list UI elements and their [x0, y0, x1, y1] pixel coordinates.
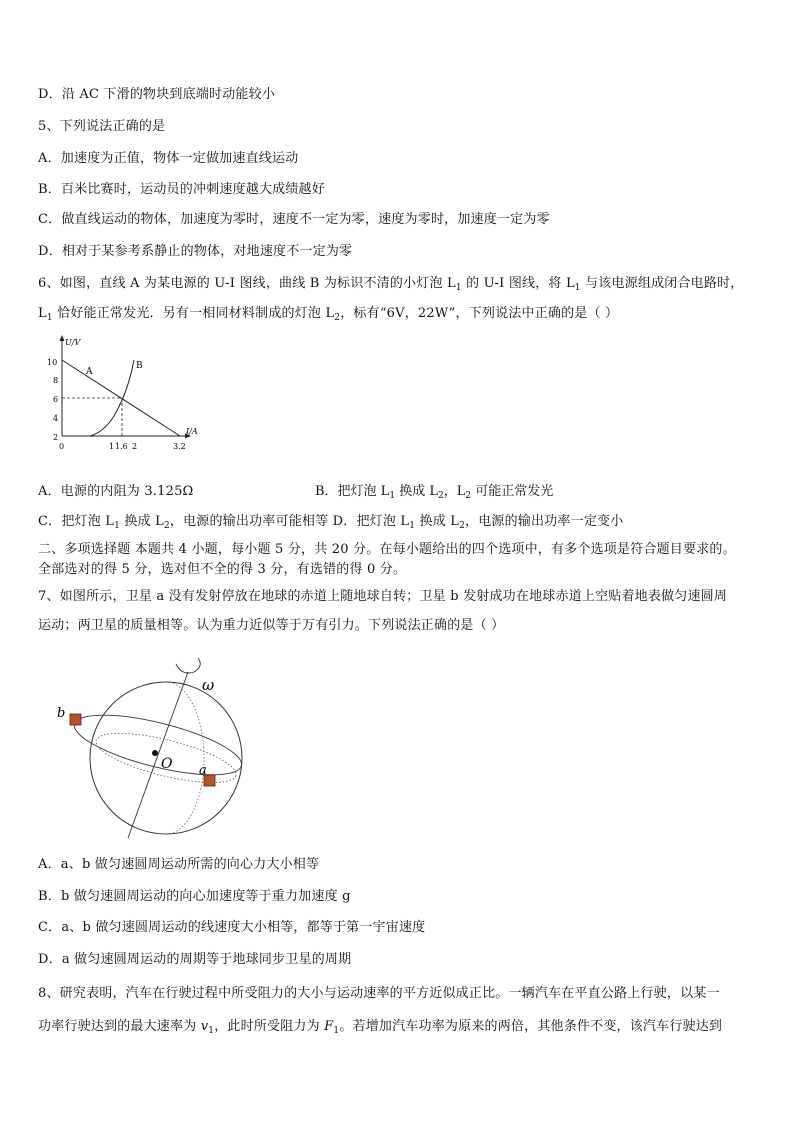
q6-stem-text: 恰好能正常发光．另有一相同材料制成的灯泡 L [52, 306, 335, 321]
q4-option-d: D．沿 AC 下滑的物块到底端时动能较小 [38, 87, 276, 102]
option-text: 可能正常发光 [471, 484, 554, 499]
satellite-b [70, 714, 81, 725]
q8-stem-line-2 [38, 1015, 722, 1036]
x-tick-label: 1.6 [115, 442, 128, 451]
x-tick-label: 2 [132, 442, 138, 451]
x-tick-label: 1 [109, 442, 115, 451]
q5-option-d: D．相对于某参考系静止的物体，对地速度不一定为零 [38, 244, 353, 259]
subscript: 2 [465, 491, 472, 501]
q6-stem-text: ，标有“6V，22W”，下列说法中正确的是（ ） [340, 306, 619, 321]
center-label: O [161, 756, 173, 772]
q6-stem-text: 与该电源组成闭合电路时， [580, 276, 744, 291]
rotation-axis [128, 672, 188, 838]
subscript: 2 [334, 313, 341, 323]
option-text: ，电源的输出功率一定变小 [465, 514, 624, 529]
subscript: 1 [455, 283, 462, 293]
y-tick-label: 8 [53, 376, 59, 385]
q8-text: 功率行驶达到的最大速率为 [38, 1019, 201, 1034]
section-2-line-2: 全部选对的得 5 分，选对但不全的得 3 分，有选错的得 0 分。 [38, 562, 407, 577]
q8-stem-line-1: 8、研究表明，汽车在行驶过程中所受阻力的大小与运动速率的平方近似成正比。一辆汽车在平直公路上行驶，以某一 [38, 986, 720, 1001]
q5-option-c: C．做直线运动的物体，加速度为零时，速度不一定为零，速度为零时，加速度一定为零 [38, 212, 550, 227]
q6-stem-text: L [38, 306, 47, 321]
omega-label: ω [202, 676, 215, 694]
q5-option-a: A．加速度为正值，物体一定做加速直线运动 [38, 151, 299, 166]
x-axis-label: I/A [186, 427, 198, 436]
option-text: 换成 L [415, 514, 460, 529]
satellite-a-label: a [199, 763, 207, 778]
q6-stem-line-2 [38, 302, 618, 323]
q5-stem: 5、下列说法正确的是 [38, 119, 166, 134]
q6-ui-graph [38, 332, 198, 458]
q6-option-b [315, 480, 553, 501]
q7-option-a: A．a、b 做匀速圆周运动所需的向心力大小相等 [38, 857, 320, 872]
q6-option-a: A．电源的内阻为 3.125Ω [38, 484, 194, 499]
y-axis-label: U/V [65, 338, 81, 347]
subscript: 1 [389, 491, 396, 501]
q7-satellite-figure [48, 650, 248, 840]
satellite-b-label: b [57, 706, 66, 721]
q5-option-b: B．百米比赛时，运动员的冲刺速度越大成绩越好 [38, 182, 325, 197]
subscript: 1 [114, 521, 121, 531]
q7-option-b: B．b 做匀速圆周运动的向心加速度等于重力加速度 g [38, 889, 351, 904]
subscript: 1 [574, 283, 581, 293]
y-tick-label: 2 [53, 433, 59, 442]
q7-stem-line-1: 7、如图所示，卫星 a 没有发射停放在地球的赤道上随地球自转；卫星 b 发射成功在地球赤道上空贴着地表做匀速圆周 [38, 589, 728, 604]
option-text: B．把灯泡 L [315, 484, 390, 499]
q8-text: 。若增加汽车功率为原来的两倍，其他条件不变，该汽车行驶达到 [339, 1019, 723, 1034]
variable-f: F [324, 1019, 334, 1034]
q8-text: ，此时所受阻力为 [214, 1019, 325, 1034]
option-text: C．把灯泡 L [38, 514, 115, 529]
subscript: 2 [437, 491, 444, 501]
variable-v: v [200, 1019, 209, 1034]
subscript: 2 [163, 521, 170, 531]
q7-option-c: C．a、b 做匀速圆周运动的线速度大小相等，都等于第一宇宙速度 [38, 920, 426, 935]
subscript: 1 [46, 313, 53, 323]
line-a-label: A [86, 367, 93, 377]
q6-options-cd [38, 510, 623, 531]
y-tick-label: 10 [47, 358, 58, 367]
option-text: D．把灯泡 L [332, 514, 410, 529]
subscript: 1 [409, 521, 416, 531]
y-tick-label: 4 [53, 414, 59, 423]
rotation-arrow [176, 658, 200, 673]
subscript: 2 [459, 521, 466, 531]
y-axis-arrow [60, 335, 65, 341]
q6-stem-text: 6、如图，直线 A 为某电源的 U-I 图线，曲线 B 为标识不清的小灯泡 L [38, 276, 456, 291]
option-text: 换成 L [120, 514, 164, 529]
subscript: 1 [333, 1026, 340, 1036]
q7-stem-line-2: 运动；两卫星的质量相等。认为重力近似等于万有引力。下列说法正确的是（ ） [38, 618, 505, 633]
x-tick-label: 0 [59, 442, 65, 451]
y-tick-label: 6 [53, 395, 59, 404]
subscript: 1 [208, 1026, 215, 1036]
option-text: 换成 L [395, 484, 438, 499]
curve-b-label: B [136, 361, 143, 371]
x-tick-label: 3.2 [173, 442, 186, 451]
q6-stem-line-1 [38, 272, 743, 293]
q7-option-d: D．a 做匀速圆周运动的周期等于地球同步卫星的周期 [38, 952, 352, 967]
q6-stem-text: 的 U-I 图线，将 L [461, 276, 575, 291]
option-text: ，电源的输出功率可能相等 [169, 514, 329, 529]
option-text: ，L [443, 484, 466, 499]
section-2-line-1: 二、多项选择题 本题共 4 小题，每小题 5 分，共 20 分。在每小题给出的四个选项中，有多个选项是符合题目要求的。 [38, 542, 736, 557]
center-point [152, 750, 158, 756]
